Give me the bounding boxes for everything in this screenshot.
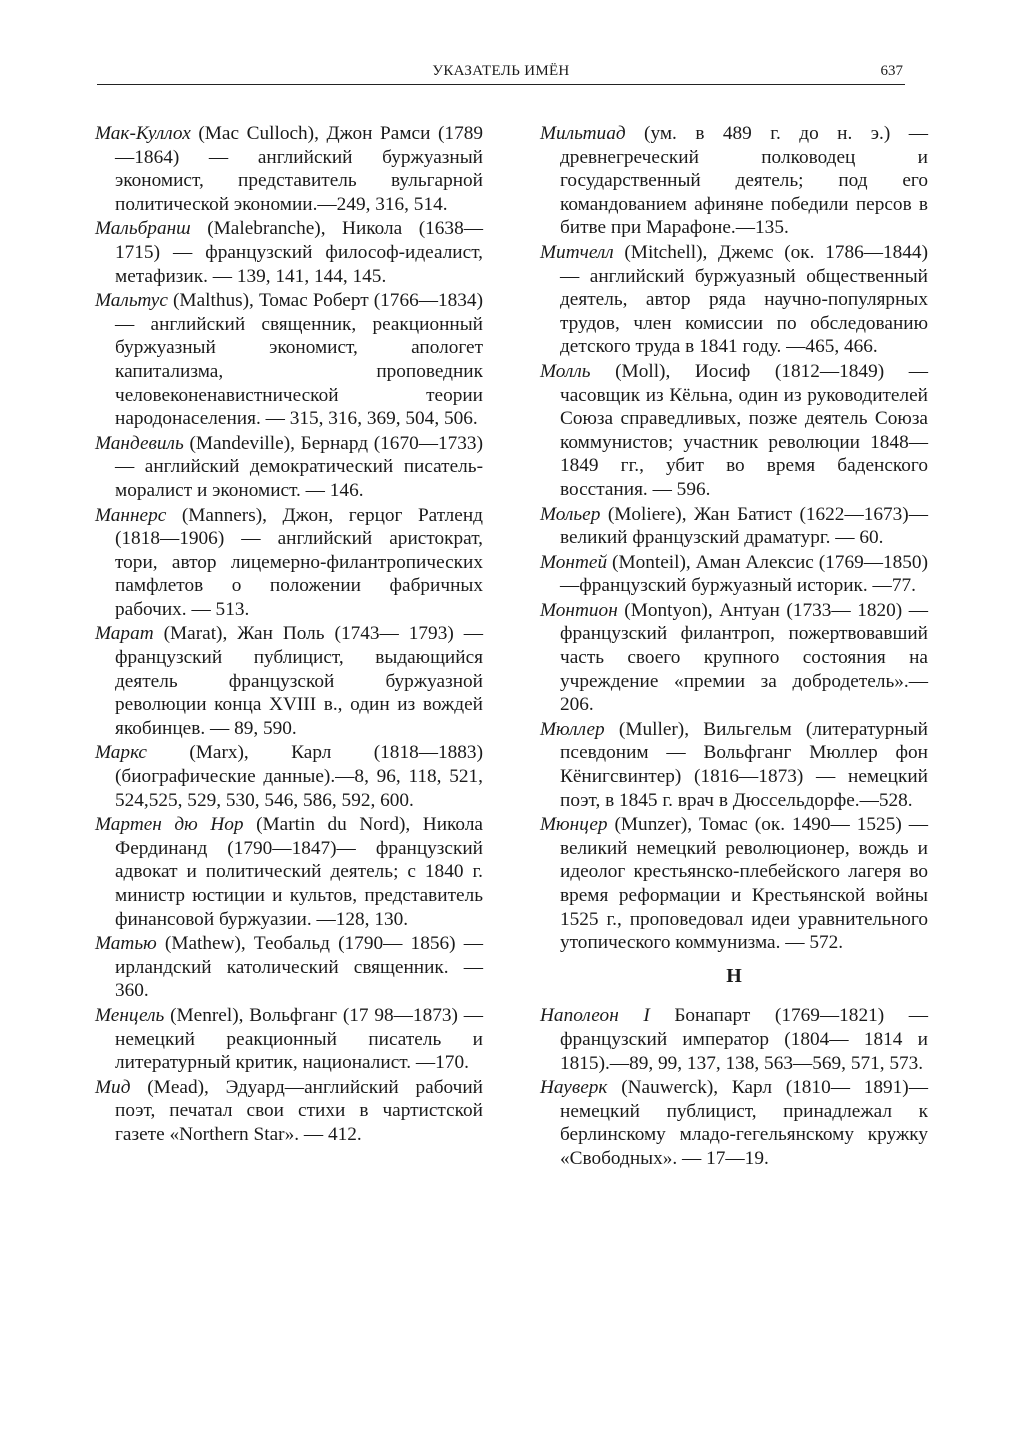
- entry-text: (Manners), Джон, герцог Ратленд (1818—1906) — английский аристократ, тори, автор лицемерно-филантропических памфлетов о положении фабричных рабочих. — 513.: [115, 504, 483, 620]
- index-entry: [540, 813, 928, 955]
- entry-name: Матью: [95, 933, 157, 955]
- entry-name: Менцель: [95, 1004, 165, 1026]
- entry-text: (Montyon), Антуан (1733— 1820) — французский филантроп, пожертвовавший часть своего крупного состояния на учреждение «премии за добродетель».—206.: [560, 599, 928, 716]
- entry-text: (Munzer), Томас (ок. 1490— 1525) — великий немецкий революционер, вождь и идеолог крестьянско-плебейского лагеря во время реформации и Крестьянской войны 1525 г., проповедовал идеи уравнительного утопического коммунизма. — 572.: [560, 814, 928, 954]
- index-entry: [540, 503, 928, 550]
- index-entry: [95, 1076, 483, 1147]
- entry-name: Мид: [95, 1076, 131, 1098]
- entry-name: Наполеон I: [540, 1005, 650, 1027]
- entry-text: (Moll), Иосиф (1812—1849) — часовщик из Кёльна, один из руководителей Союза справедливых, позже деятель Союза коммунистов; участник революции 1848—1849 гг., убит во время баденского восстания. — 596.: [560, 360, 928, 500]
- entry-text: (Malebranche), Никола (1638—1715) — французский философ-идеалист, метафизик. — 139, 141, 144, 145.: [115, 218, 483, 287]
- entry-name: Мак-Куллох: [95, 123, 191, 144]
- index-entry: [95, 504, 483, 622]
- entry-text: (Mitchell), Джемс (ок. 1786—1844) — английский буржуазный общественный деятель, автор ряда научно-популярных трудов, член комиссии по обследованию детского труда в 1841 году. —465, 466.: [560, 241, 928, 358]
- entry-name: Монтион: [540, 599, 618, 621]
- entry-name: Мандевиль: [95, 432, 184, 454]
- entry-name: Митчелл: [540, 241, 614, 263]
- entry-name: Мильтиад: [540, 123, 626, 144]
- entry-text: (Mandeville), Бернард (1670—1733) — английский демократический писатель-моралист и экономист. — 146.: [115, 432, 483, 501]
- running-head-title: УКАЗАТЕЛЬ ИМЁН: [432, 63, 570, 79]
- index-entry: [540, 360, 928, 502]
- index-entry: [95, 1004, 483, 1075]
- index-entry: [540, 599, 928, 717]
- index-entry: [95, 289, 483, 431]
- section-letter-heading: Н: [726, 964, 742, 987]
- entry-text: (Mac Culloch), Джон Рамси (1789—1864) — английский буржуазный экономист, представитель вульгарной политической экономии.—249, 316, 514.: [115, 123, 483, 215]
- index-entry: [95, 122, 483, 216]
- entry-name: Мальбранш: [95, 218, 191, 240]
- entry-name: Молль: [540, 360, 591, 382]
- index-entry: [95, 932, 483, 1003]
- entry-name: Монтей: [540, 551, 608, 573]
- index-entry: [540, 122, 928, 240]
- entry-text: (Malthus), Томас Роберт (1766—1834) — английский священник, реакционный буржуазный экономист, апологет капитализма, проповедник человеконенавистнической теории народонаселения. — 315, 316, 369, 504, 506.: [115, 290, 483, 430]
- entry-text: (Menrel), Вольфганг (17 98—1873) — немецкий реакционный писатель и литературный критик, националист. —170.: [115, 1004, 483, 1074]
- entry-name: Мартен дю Нор: [95, 814, 244, 836]
- index-entry: [540, 241, 928, 359]
- entry-text: (Marat), Жан Поль (1743— 1793) — французский публицист, выдающийся деятель французской буржуазной революции конца XVIII в., один из вождей якобинцев. — 89, 590.: [115, 623, 483, 739]
- entry-name: Марат: [95, 623, 154, 645]
- entry-text: (Monteil), Аман Алексис (1769—1850)—французский буржуазный историк. —77.: [560, 551, 928, 597]
- entry-text: (Mead), Эдуард—английский рабочий поэт, печатал свои стихи в чартистской газете «Northern Star». — 412.: [115, 1076, 483, 1145]
- entry-text: Бонапарт (1769—1821) — французский император (1804— 1814 и 1815).—89, 99, 137, 138, 563—569, 571, 573.: [560, 1005, 928, 1074]
- index-entry: [95, 813, 483, 931]
- entry-text: (Moliere), Жан Батист (1622—1673)—великий французский драматург. — 60.: [560, 503, 928, 549]
- entry-name: Науверк: [540, 1077, 608, 1099]
- entry-text: (Nauwerck), Карл (1810— 1891)— немецкий публицист, принадлежал к берлинскому младо-гегельянскому кружку «Свободных». — 17—19.: [560, 1077, 928, 1169]
- entry-text: (Mathew), Теобальд (1790— 1856) — ирландский католический священник. — 360.: [115, 933, 483, 1002]
- index-entry: [540, 1004, 928, 1075]
- index-entry: [540, 718, 928, 812]
- entry-text: (Muller), Вильгельм (литературный псевдоним — Вольфганг Мюллер фон Кёнигсвинтер) (1816—1873) — немецкий поэт, в 1845 г. врач в Дюссельдорфе.—528.: [560, 718, 928, 811]
- right-column: [540, 122, 928, 1172]
- index-entry: [95, 217, 483, 288]
- entry-name: Мюнцер: [540, 814, 608, 836]
- entry-name: Мальтус: [95, 290, 168, 312]
- page-number: 637: [880, 63, 903, 79]
- entry-text: (ум. в 489 г. до н. э.) — древнегреческий полководец и государственный деятель; под его командованием афиняне победили персов в битве при Марафоне.—135.: [560, 123, 928, 239]
- left-column: [95, 122, 483, 1148]
- entry-name: Маннерс: [95, 504, 167, 526]
- entry-name: Мольер: [540, 503, 601, 525]
- index-entry: [540, 551, 928, 598]
- running-head: [97, 62, 905, 85]
- entry-text: (Martin du Nord), Никола Фердинанд (1790—1847)— французский адвокат и политический деятель; с 1840 г. министр юстиции и культов, представитель финансовой буржуазии. —128, 130.: [115, 814, 483, 930]
- entry-text: (Marx), Карл (1818—1883) (биографические данные).—8, 96, 118, 521, 524,525, 529, 530, 546, 586, 592, 600.: [115, 742, 483, 811]
- index-entry: [95, 432, 483, 503]
- entry-name: Маркс: [95, 742, 147, 764]
- index-entry: [95, 622, 483, 740]
- index-entry: [95, 741, 483, 812]
- entry-name: Мюллер: [540, 718, 605, 740]
- index-entry: [540, 1076, 928, 1170]
